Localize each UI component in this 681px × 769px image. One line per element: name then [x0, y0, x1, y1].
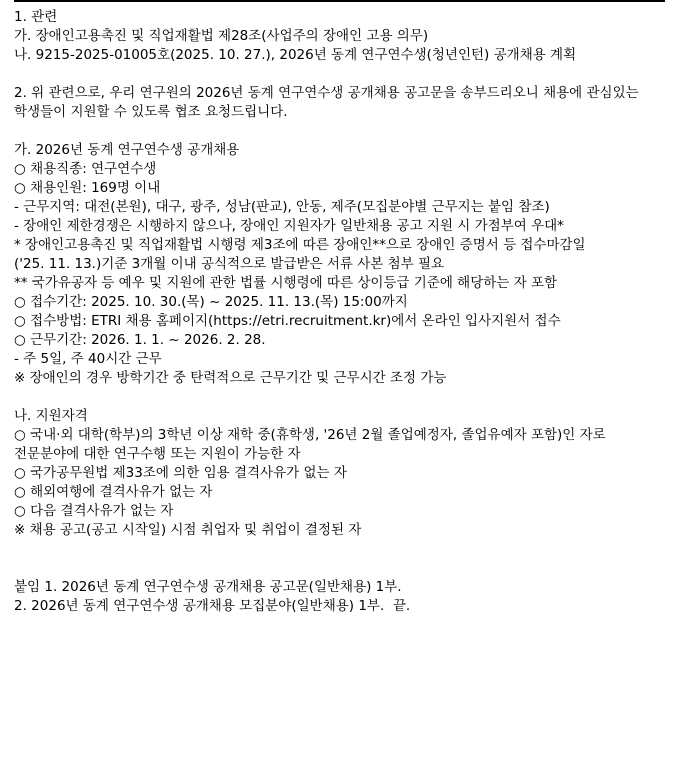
attachment-1: 붙임 1. 2026년 동계 연구연수생 공개채용 공고문(일반채용) 1부. — [14, 579, 402, 595]
attachment-2: 2. 2026년 동계 연구연수생 공개채용 모집분야(일반채용) 1부. 끝. — [14, 598, 411, 614]
reference-ga: 가. 장애인고용촉진 및 직업재활법 제28조(사업주의 장애인 고용 의무) — [14, 28, 429, 44]
item-application-method: ○ 접수방법: ETRI 채용 홈페이지(https://etri.recruitment.kr)에서 온라인 입사지원서 접수 — [14, 313, 561, 329]
section-2-paragraph-cont: 학생들이 지원할 수 있도록 협조 요청드립니다. — [14, 104, 288, 120]
section-2-paragraph: 2. 위 관련으로, 우리 연구원의 2026년 동계 연구연수생 공개채용 공고문을 송부드리오니 채용에 관심있는 — [14, 85, 639, 101]
qualification-disqualification: ○ 다음 결격사유가 없는 자 — [14, 503, 174, 519]
section-1-heading: 1. 관련 — [14, 9, 58, 25]
qualification-enrollment-cont: 전문분야에 대한 연구수행 또는 지원이 가능한 자 — [14, 446, 301, 462]
qualification-civil-service: ○ 국가공무원법 제33조에 의한 임용 결격사유가 없는 자 — [14, 465, 347, 481]
note-disability-document: ('25. 11. 13.)기준 3개월 이내 공식적으로 발급받은 서류 사본 첨부 필요 — [14, 256, 445, 272]
qualification-enrollment: ○ 국내·외 대학(학부)의 3학년 이상 재학 중(휴학생, '26년 2월 졸업예정자, 졸업유예자 포함)인 자로 — [14, 427, 606, 443]
item-work-hours: - 주 5일, 주 40시간 근무 — [14, 351, 162, 367]
item-disability-preference: - 장애인 제한경쟁은 시행하지 않으나, 장애인 지원자가 일반채용 공고 지원 시 가점부여 우대* — [14, 218, 564, 234]
note-veterans: ** 국가유공자 등 예우 및 지원에 관한 법률 시행령에 따른 상이등급 기준에 해당하는 자 포함 — [14, 275, 558, 291]
reference-na: 나. 9215-2025-01005호(2025. 10. 27.), 2026년 동계 연구연수생(청년인턴) 공개채용 계획 — [14, 47, 577, 63]
document-body — [14, 8, 664, 616]
item-headcount: ○ 채용인원: 169명 이내 — [14, 180, 161, 196]
note-flexible-hours: ※ 장애인의 경우 방학기간 중 탄력적으로 근무기간 및 근무시간 조정 가능 — [14, 370, 447, 386]
item-job-type: ○ 채용직종: 연구연수생 — [14, 161, 157, 177]
item-work-period: ○ 근무기간: 2026. 1. 1. ~ 2026. 2. 28. — [14, 332, 266, 348]
note-disability-law: * 장애인고용촉진 및 직업재활법 시행령 제3조에 따른 장애인**으로 장애인 증명서 등 접수마감일 — [14, 237, 586, 253]
blank-line — [14, 122, 664, 141]
qualification-travel: ○ 해외여행에 결격사유가 없는 자 — [14, 484, 213, 500]
top-divider — [14, 0, 665, 2]
blank-line — [14, 388, 664, 407]
blank-lines — [14, 540, 664, 578]
blank-line — [14, 65, 664, 84]
note-employed: ※ 채용 공고(공고 시작일) 시점 취업자 및 취업이 결정된 자 — [14, 522, 362, 538]
subsection-na-heading: 나. 지원자격 — [14, 408, 88, 424]
item-application-period: ○ 접수기간: 2025. 10. 30.(목) ~ 2025. 11. 13.(목) 15:00까지 — [14, 294, 408, 310]
item-work-location: - 근무지역: 대전(본원), 대구, 광주, 성남(판교), 안동, 제주(모집분야별 근무지는 붙임 참조) — [14, 199, 550, 215]
subsection-ga-heading: 가. 2026년 동계 연구연수생 공개채용 — [14, 142, 240, 158]
